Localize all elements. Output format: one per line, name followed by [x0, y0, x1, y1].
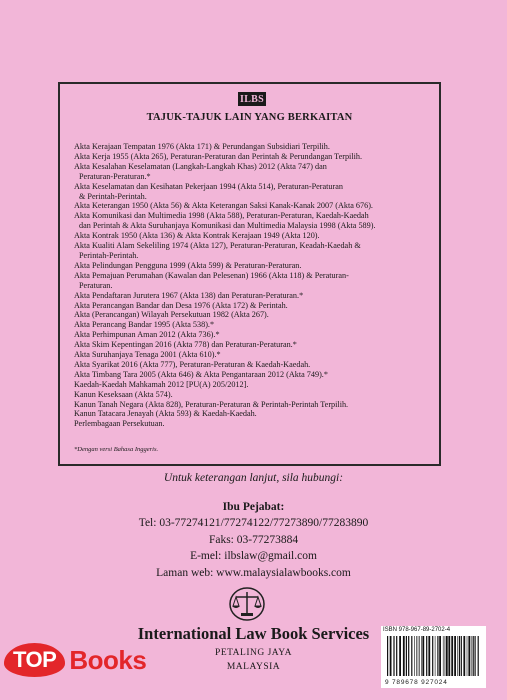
topbooks-watermark-logo — [4, 641, 190, 679]
related-title-line: Akta Komunikasi dan Multimedia 1998 (Akta 588), Peraturan-Peraturan, Kaedah-Kaedah — [74, 211, 369, 221]
english-version-note: *Dengan versi Bahasa Inggeris. — [74, 446, 159, 453]
related-title-item — [74, 330, 429, 340]
related-title-line: Akta Keselamatan dan Kesihatan Pekerjaan 1994 (Akta 514), Peraturan-Peraturan — [74, 181, 343, 191]
related-title-line: Akta Pelindungan Pengguna 1999 (Akta 599) & Peraturan-Peraturan. — [74, 260, 302, 270]
related-title-item — [74, 261, 429, 271]
related-title-line: Akta Skim Kepentingan 2016 (Akta 778) dan Peraturan-Peraturan.* — [74, 340, 297, 350]
related-title-line: Kaedah-Kaedah Mahkamah 2012 [PU(A) 205/2012]. — [74, 379, 249, 389]
related-title-line: Kanun Keseksaan (Akta 574). — [74, 389, 173, 399]
related-titles-list — [74, 142, 429, 429]
related-title-line: & Perintah-Perintah. — [79, 191, 147, 201]
publisher-name: International Law Book Services — [137, 624, 370, 643]
related-title-item — [74, 390, 429, 400]
contact-section — [0, 470, 507, 581]
related-title-item — [74, 350, 429, 360]
related-title-line: Akta Kualiti Alam Sekeliling 1974 (Akta 127), Peraturan-Peraturan, Keadah-Kaedah & — [74, 241, 361, 251]
related-titles-box — [58, 82, 441, 466]
related-title-line: Akta Kerja 1955 (Akta 265), Peraturan-Peraturan dan Perintah & Perundangan Terpilih. — [74, 151, 363, 161]
related-title-line: Perintah-Perintah. — [79, 250, 139, 260]
related-title-line: Akta Pendaftaran Jurutera 1967 (Akta 138) dan Peraturan-Peraturan.* — [74, 290, 304, 300]
barcode-number: 9 789678 927024 — [385, 679, 448, 686]
related-title-line: Akta Syarikat 2016 (Akta 777), Peraturan-Peraturan & Kaedah-Kaedah. — [74, 359, 311, 369]
related-title-item — [74, 201, 429, 211]
related-title-item — [74, 162, 429, 182]
head-office-label: Ibu Pejabat: — [222, 500, 285, 513]
fax-line: Faks: 03-77273884 — [208, 533, 299, 546]
related-title-line: Perlembagaan Persekutuan. — [74, 419, 165, 429]
related-title-line: Akta Timbang Tara 2005 (Akta 646) & Akta Pengantaraan 2012 (Akta 749).* — [74, 369, 328, 379]
isbn-barcode-panel — [381, 626, 486, 688]
related-title-item — [74, 419, 429, 429]
related-title-line: Kanun Tanah Negara (Akta 828), Peraturan-Peraturan & Perintah-Perintah Terpilih. — [74, 399, 349, 409]
related-title-line: Akta Pemajuan Perumahan (Kawalan dan Pelesenan) 1966 (Akta 118) & Peraturan- — [74, 270, 349, 280]
related-title-line: Akta Kesalahan Keselamatan (Langkah-Langkah Khas) 2012 (Akta 747) dan — [74, 161, 327, 171]
related-title-item — [74, 211, 429, 231]
publisher-country: MALAYSIA — [226, 662, 281, 672]
related-title-line: Akta Perancangan Bandar dan Desa 1976 (Akta 172) & Perintah. — [74, 300, 288, 310]
related-title-item — [74, 142, 429, 152]
related-title-item — [74, 291, 429, 301]
telephone-line: Tel: 03-77274121/77274122/77273890/77283890 — [138, 517, 369, 529]
related-title-item — [74, 380, 429, 390]
related-title-line: Peraturan. — [79, 280, 113, 290]
contact-intro: Untuk keterangan lanjut, sila hubungi: — [163, 472, 344, 484]
related-title-item — [74, 360, 429, 370]
related-title-item — [74, 182, 429, 202]
related-title-item — [74, 241, 429, 261]
related-title-item — [74, 409, 429, 419]
related-title-line: Akta (Perancangan) Wilayah Persekutuan 1982 (Akta 267). — [74, 310, 269, 320]
related-title-item — [74, 231, 429, 241]
related-titles-heading: TAJUK-TAJUK LAIN YANG BERKAITAN — [146, 112, 353, 123]
email-line: E-mel: ilbslaw@gmail.com — [190, 550, 317, 562]
related-title-line: Peraturan-Peraturan.* — [79, 171, 151, 181]
related-title-line: Akta Perhimpunan Aman 2012 (Akta 736).* — [74, 330, 220, 340]
publisher-city: PETALING JAYA — [215, 648, 292, 658]
barcode-icon — [387, 636, 481, 680]
related-title-item — [74, 310, 429, 320]
related-title-item — [74, 370, 429, 380]
related-title-item — [74, 271, 429, 291]
related-title-item — [74, 340, 429, 350]
related-title-line: dan Perintah & Akta Suruhanjaya Komunikasi dan Multimedia Malaysia 1998 (Akta 589). — [79, 221, 376, 231]
related-title-line: Akta Perancang Bandar 1995 (Akta 538).* — [74, 320, 215, 330]
related-title-item — [74, 301, 429, 311]
related-title-line: Akta Suruhanjaya Tenaga 2001 (Akta 610).* — [74, 350, 221, 360]
ilbs-badge: ILBS — [240, 93, 264, 105]
related-title-item — [74, 320, 429, 330]
related-title-line: Akta Kerajaan Tempatan 1976 (Akta 171) & Perundangan Subsidiari Terpilih. — [74, 142, 330, 151]
website-line: Laman web: www.malaysialawbooks.com — [156, 566, 351, 579]
related-title-line: Kanun Tatacara Jenayah (Akta 593) & Kaedah-Kaedah. — [74, 409, 257, 419]
scales-of-justice-logo-icon — [228, 586, 266, 622]
related-title-line: Akta Keterangan 1950 (Akta 56) & Akta Keterangan Saksi Kanak-Kanak 2007 (Akta 676). — [74, 201, 373, 211]
watermark-books: Books — [69, 644, 147, 675]
related-title-line: Akta Kontrak 1950 (Akta 136) & Akta Kontrak Kerajaan 1949 (Akta 120). — [74, 231, 320, 241]
related-title-item — [74, 400, 429, 410]
watermark-top: TOP — [4, 643, 65, 677]
related-title-item — [74, 152, 429, 162]
isbn-label: ISBN 978-967-89-2702-4 — [383, 627, 451, 633]
